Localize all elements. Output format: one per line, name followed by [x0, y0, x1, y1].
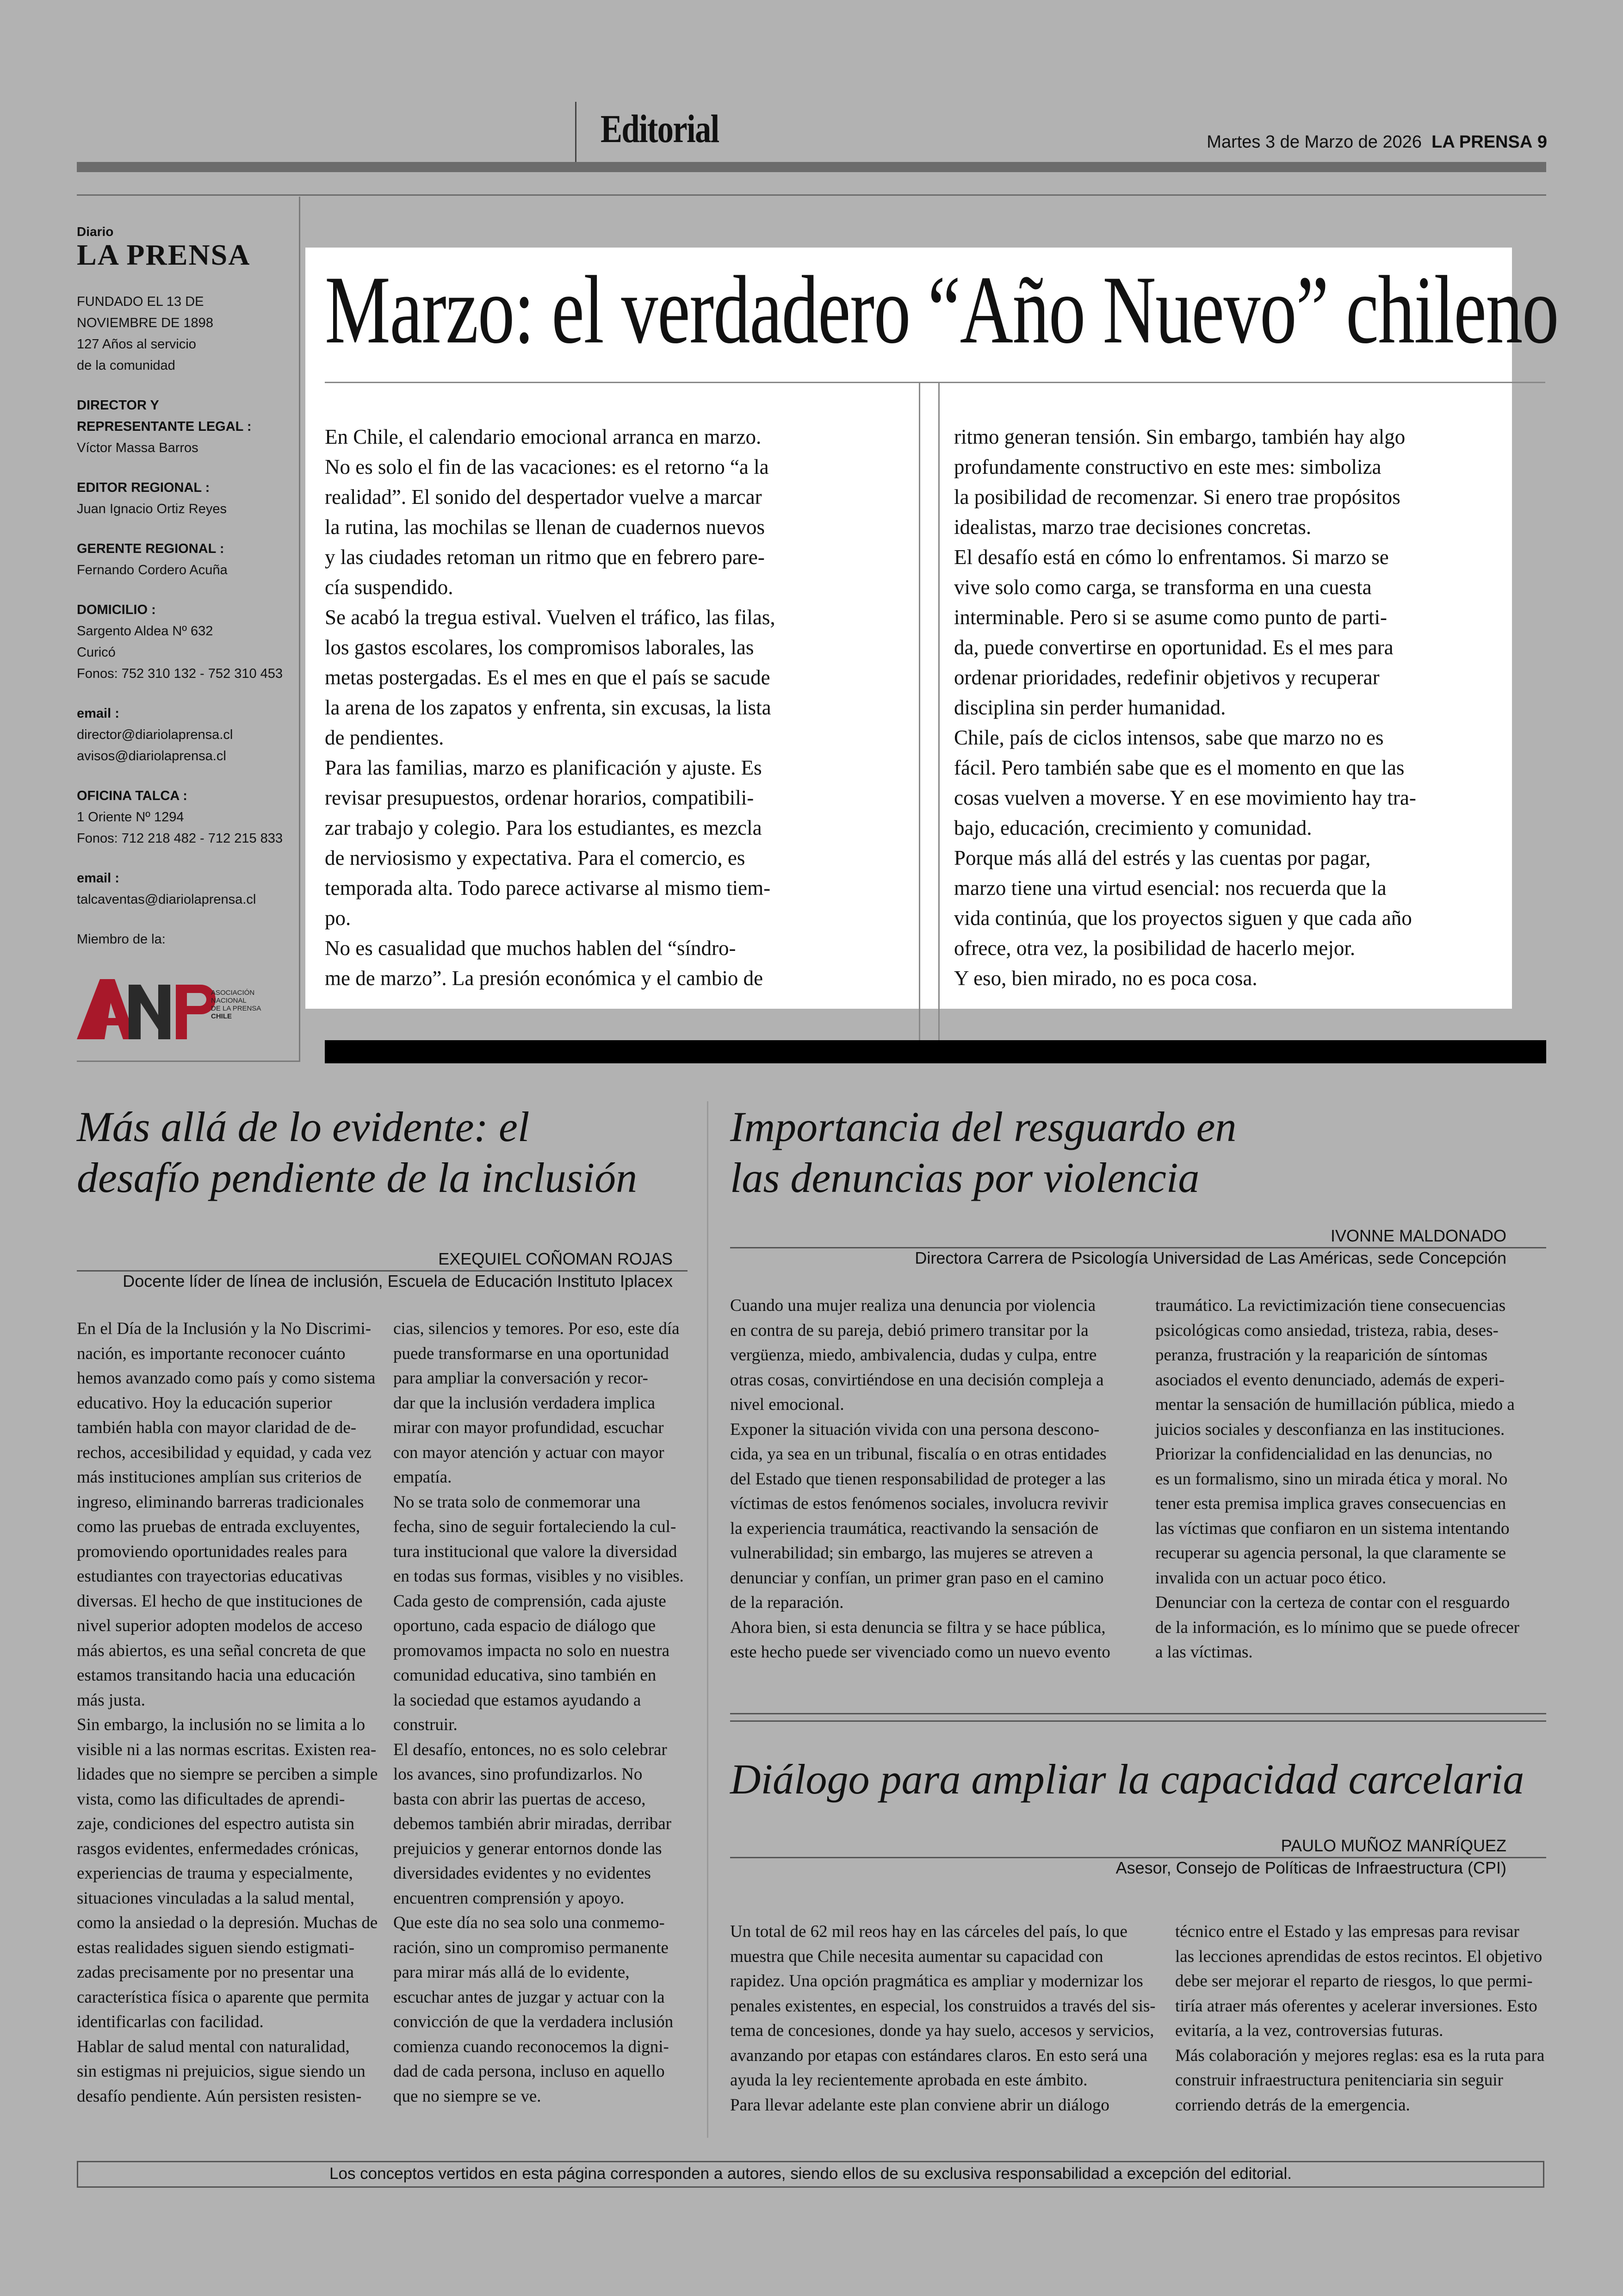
footer-disclaimer: Los conceptos vertidos en esta página corresponden a autores, siendo ellos de su exclusiva responsabilidad a excepción del editorial.	[329, 2165, 1292, 2183]
text-line: cida, ya sea en un tribunal, fiscalía o en otras entidades	[730, 1445, 1107, 1464]
section-title: Editorial	[601, 106, 719, 151]
text-line: da, puede convertirse en oportunidad. Es el mes para	[954, 636, 1394, 659]
text-line: tener esta premisa implica graves consecuencias en	[1155, 1494, 1506, 1513]
director-label: REPRESENTANTE LEGAL :	[77, 419, 252, 434]
sidebar-rule	[299, 197, 300, 1062]
text-line: en contra de su pareja, debió primero transitar por la	[730, 1321, 1089, 1340]
text-line: me de marzo”. La presión económica y el cambio de	[325, 967, 763, 990]
text-line: comunidad educativa, sino también en	[393, 1666, 657, 1685]
editorial-headline: Marzo: el verdadero “Año Nuevo” chileno	[325, 256, 1559, 364]
text-line: Para las familias, marzo es planificación y ajuste. Es	[325, 756, 762, 779]
text-line: para ampliar la conversación y recor-	[393, 1369, 648, 1388]
text-line: para mirar más allá de lo evidente,	[393, 1963, 630, 1982]
text-line: metas postergadas. Es el mes en que el país se sacude	[325, 666, 770, 689]
text-line: nivel emocional.	[730, 1395, 844, 1414]
gerente-block	[77, 538, 294, 581]
text-line: Que este día no sea solo una conmemo-	[393, 1913, 665, 1932]
text-line: debe ser mejorar el reparto de riesgos, lo que permi-	[1175, 1972, 1533, 1991]
editorial-rule	[325, 382, 1545, 383]
talca-line: 1 Oriente Nº 1294	[77, 810, 184, 825]
text-line: encuentren comprensión y apoyo.	[393, 1888, 625, 1908]
text-line: zar trabajo y colegio. Para los estudiantes, es mezcla	[325, 816, 762, 839]
text-line: Sin embargo, la inclusión no se limita a lo	[77, 1715, 365, 1734]
text-line: realidad”. El sonido del despertador vuelve a marcar	[325, 485, 762, 509]
text-line: Cada gesto de comprensión, cada ajuste	[393, 1591, 666, 1611]
text-line: Denunciar con la certeza de contar con el resguardo	[1155, 1593, 1510, 1612]
domicilio-line: Sargento Aldea Nº 632	[77, 624, 213, 639]
text-line: No es solo el fin de las vacaciones: es el retorno “a la	[325, 455, 769, 478]
anp-text-line: CHILE	[211, 1012, 232, 1020]
text-line: diversas. El hecho de que instituciones de	[77, 1591, 363, 1611]
text-line: las víctimas que confiaron en un sistema intentando	[1155, 1519, 1510, 1538]
text-line: zaje, condiciones del espectro autista sin	[77, 1814, 355, 1833]
text-line: tema de concesiones, donde ya hay suelo, accesos y servicios,	[730, 2021, 1154, 2040]
text-line: disciplina sin perder humanidad.	[954, 696, 1226, 719]
double-rule-bottom	[730, 1720, 1546, 1722]
text-line: que no siempre se ve.	[393, 2086, 541, 2106]
header-date: Martes 3 de Marzo de 2026	[1207, 132, 1422, 152]
text-line: idealistas, marzo trae decisiones concretas.	[954, 515, 1312, 539]
director-block	[77, 395, 294, 459]
email-link[interactable]: talcaventas@diariolaprensa.cl	[77, 892, 256, 907]
text-line: experiencias de trauma y especialmente,	[77, 1864, 353, 1883]
article-2-role: Directora Carrera de Psicología Universidad de Las Américas, sede Concepción	[915, 1248, 1506, 1267]
logo-big: LA PRENSA	[77, 238, 251, 271]
text-line: más instituciones amplían sus criterios de	[77, 1468, 362, 1487]
text-line: con mayor atención y actuar con mayor	[393, 1443, 664, 1462]
text-line: Priorizar la confidencialidad en las denuncias, no	[1155, 1445, 1493, 1464]
email-link[interactable]: avisos@diariolaprensa.cl	[77, 749, 226, 763]
article-3-column-2	[1175, 1919, 1548, 2117]
article-1-role: Docente líder de línea de inclusión, Escuela de Educación Instituto Iplacex	[123, 1272, 673, 1291]
text-line: recuperar su agencia personal, la que claramente se	[1155, 1544, 1506, 1563]
header-date-line	[1207, 132, 1547, 152]
text-line: Un total de 62 mil reos hay en las cárceles del país, lo que	[730, 1922, 1127, 1941]
text-line: comienza cuando reconocemos la digni-	[393, 2037, 669, 2056]
column-separator	[938, 383, 940, 1040]
talca-block	[77, 785, 294, 849]
anp-logo	[77, 975, 280, 1043]
text-line: traumático. La revictimización tiene consecuencias	[1155, 1296, 1506, 1315]
editorial-column-1	[325, 422, 875, 993]
member-label: Miembro de la:	[77, 932, 166, 947]
text-line: empatía.	[393, 1468, 452, 1487]
text-line: vive solo como carga, se transforma en una cuesta	[954, 576, 1372, 599]
article-separator	[707, 1101, 708, 2138]
text-line: Más colaboración y mejores reglas: esa es la ruta para	[1175, 2046, 1545, 2065]
founded-line: de la comunidad	[77, 358, 175, 373]
header-divider	[575, 102, 576, 162]
email-link[interactable]: director@diariolaprensa.cl	[77, 727, 233, 742]
text-line: la arena de los zapatos y enfrenta, sin excusas, la lista	[325, 696, 771, 719]
text-line: No se trata solo de conmemorar una	[393, 1492, 641, 1512]
text-line: El desafío, entonces, no es solo celebrar	[393, 1740, 667, 1759]
text-line: rapidez. Una opción pragmática es ampliar y modernizar los	[730, 1972, 1143, 1991]
text-line: ración, sino un compromiso permanente	[393, 1938, 669, 1957]
text-line: construir.	[393, 1715, 458, 1734]
text-line: oportuno, cada espacio de diálogo que	[393, 1616, 656, 1635]
text-line: vida continúa, que los proyectos siguen y que cada año	[954, 906, 1412, 930]
email-block	[77, 703, 294, 767]
email2-label: email :	[77, 871, 119, 886]
text-line: Porque más allá del estrés y las cuentas por pagar,	[954, 846, 1371, 869]
text-line: fácil. Pero también sabe que es el momento en que las	[954, 756, 1405, 779]
text-line: ingreso, eliminando barreras tradicionales	[77, 1492, 364, 1512]
text-line: la rutina, las mochilas se llenan de cuadernos nuevos	[325, 515, 765, 539]
text-line: identificarlas con facilidad.	[77, 2012, 264, 2031]
article-3-column-1	[730, 1919, 1156, 2117]
text-line: denunciar y confían, un primer gran paso en el camino	[730, 1568, 1104, 1588]
text-line: asociados el evento denunciado, además de experi-	[1155, 1370, 1505, 1390]
editor-label: EDITOR REGIONAL :	[77, 480, 210, 495]
article-1-author: EXEQUIEL COÑOMAN ROJAS	[438, 1249, 673, 1268]
founded-line: FUNDADO EL 13 DE	[77, 294, 204, 309]
domicilio-label: DOMICILIO :	[77, 602, 156, 617]
text-line: lidades que no siempre se perciben a simple	[77, 1765, 378, 1784]
text-line: Y eso, bien mirado, no es poca cosa.	[954, 967, 1258, 990]
column-separator	[919, 383, 920, 1040]
article-1-column-2	[393, 1316, 689, 2109]
text-line: puede transformarse en una oportunidad	[393, 1344, 669, 1363]
anp-text-line: ASOCIACIÓN	[211, 989, 255, 997]
text-line: sin estigmas ni prejuicios, sigue siendo un	[77, 2062, 365, 2081]
text-line: en todas sus formas, visibles y no visibles.	[393, 1567, 684, 1586]
anp-text-line: DE LA PRENSA	[211, 1005, 261, 1012]
text-line: evitaría, a la vez, controversias futuras.	[1175, 2021, 1443, 2040]
article-2-title	[730, 1101, 1517, 1203]
text-line: de nerviosismo y expectativa. Para el comercio, es	[325, 846, 745, 869]
text-line: la sociedad que estamos ayudando a	[393, 1690, 641, 1710]
text-line: Para llevar adelante este plan conviene abrir un diálogo	[730, 2095, 1109, 2115]
text-line: En Chile, el calendario emocional arranca en marzo.	[325, 425, 762, 448]
text-line: también habla con mayor claridad de de-	[77, 1418, 357, 1437]
article-2-author: IVONNE MALDONADO	[1330, 1226, 1506, 1245]
text-line: nivel superior adopten modelos de acceso	[77, 1616, 363, 1635]
text-line: dar que la inclusión verdadera implica	[393, 1393, 656, 1413]
text-line: situaciones vinculadas a la salud mental,	[77, 1888, 355, 1908]
text-line: cias, silencios y temores. Por eso, este día	[393, 1319, 680, 1338]
text-line: No es casualidad que muchos hablen del “síndro-	[325, 937, 736, 960]
text-line: educativo. Hoy la educación superior	[77, 1393, 332, 1413]
text-line: las lecciones aprendidas de estos recintos. El objetivo	[1175, 1947, 1542, 1966]
text-line: cosas vuelven a moverse. Y en ese movimiento hay tra-	[954, 786, 1416, 809]
top-bar	[77, 162, 1546, 172]
email-label: email :	[77, 706, 119, 721]
text-line: este hecho puede ser vivenciado como un nuevo evento	[730, 1643, 1110, 1662]
text-line: Exponer la situación vivida con una persona descono-	[730, 1420, 1100, 1439]
text-line: como la ansiedad o la depresión. Muchas de	[77, 1913, 378, 1932]
text-line: los gastos escolares, los compromisos laborales, las	[325, 636, 754, 659]
talca-label: OFICINA TALCA :	[77, 788, 187, 803]
double-rule-top	[730, 1713, 1546, 1714]
editor-block	[77, 477, 294, 520]
text-line: de la reparación.	[730, 1593, 844, 1612]
text-line: es un formalismo, sino un mirada ética y moral. No	[1155, 1469, 1508, 1489]
text-line: profundamente constructivo en este mes: simboliza	[954, 455, 1381, 478]
text-line: rasgos evidentes, enfermedades crónicas,	[77, 1839, 359, 1858]
text-line: mirar con mayor profundidad, escuchar	[393, 1418, 664, 1437]
article-3-role: Asesor, Consejo de Políticas de Infraestructura (CPI)	[1115, 1858, 1506, 1877]
text-line: característica física o aparente que permita	[77, 1987, 369, 2007]
editorial-column-2	[954, 422, 1505, 993]
text-line: psicológicas como ansiedad, tristeza, rabia, deses-	[1155, 1321, 1499, 1340]
text-line: po.	[325, 906, 351, 930]
text-line: hemos avanzado como país y como sistema	[77, 1369, 376, 1388]
top-thin-rule	[77, 194, 1546, 196]
text-line: corriendo detrás de la emergencia.	[1175, 2095, 1410, 2115]
article-2-column-2	[1155, 1293, 1546, 1665]
text-line: escuchar antes de juzgar y actuar con la	[393, 1987, 665, 2007]
article-3-author: PAULO MUÑOZ MANRÍQUEZ	[1281, 1836, 1506, 1855]
text-line: ritmo generan tensión. Sin embargo, también hay algo	[954, 425, 1406, 448]
logo-small: Diario	[77, 224, 114, 239]
talca-line: Fonos: 712 218 482 - 712 215 833	[77, 831, 283, 846]
founded-line: 127 Años al servicio	[77, 337, 196, 352]
text-line: prejuicios y generar entornos donde las	[393, 1839, 662, 1858]
sidebar-bottom-rule	[77, 1061, 300, 1062]
title-line: las denuncias por violencia	[730, 1154, 1200, 1201]
text-line: estudiantes con trayectorias educativas	[77, 1567, 343, 1586]
text-line: estas realidades siguen siendo estigmati-	[77, 1938, 355, 1957]
text-line: técnico entre el Estado y las empresas para revisar	[1175, 1922, 1519, 1941]
domicilio-block	[77, 599, 294, 684]
text-line: debemos también abrir miradas, derribar	[393, 1814, 672, 1833]
text-line: zadas precisamente por no presentar una	[77, 1963, 354, 1982]
text-line: muestra que Chile necesita aumentar su capacidad con	[730, 1947, 1103, 1966]
text-line: vista, como las dificultades de aprendi-	[77, 1789, 345, 1809]
text-line: Se acabó la tregua estival. Vuelven el tráfico, las filas,	[325, 606, 775, 629]
text-line: nación, es importante reconocer cuánto	[77, 1344, 346, 1363]
title-line: desafío pendiente de la inclusión	[77, 1154, 638, 1201]
text-line: la posibilidad de recomenzar. Si enero trae propósitos	[954, 485, 1400, 509]
text-line: bajo, educación, crecimiento y comunidad.	[954, 816, 1312, 839]
text-line: dad de cada persona, incluso en aquello	[393, 2062, 665, 2081]
text-line: los avances, sino profundizarlos. No	[393, 1765, 643, 1784]
text-line: peranza, frustración y la reaparición de síntomas	[1155, 1346, 1488, 1365]
article-1-column-1	[77, 1316, 378, 2109]
anp-logo-graphic	[77, 975, 280, 1040]
text-line: otras cosas, convirtiéndose en una decisión compleja a	[730, 1370, 1104, 1390]
text-line: penales existentes, en especial, los construidos a través del sis-	[730, 1996, 1156, 2016]
text-line: vulnerabilidad; sin embargo, las mujeres se atreven a	[730, 1544, 1093, 1563]
text-line: a las víctimas.	[1155, 1643, 1253, 1662]
text-line: y las ciudades retoman un ritmo que en febrero pare-	[325, 546, 765, 569]
text-line: temporada alta. Todo parece activarse al mismo tiem-	[325, 876, 771, 900]
text-line: de pendientes.	[325, 726, 444, 749]
text-line: diversidades evidentes y no evidentes	[393, 1864, 651, 1883]
text-line: ordenar prioridades, redefinir objetivos y recuperar	[954, 666, 1380, 689]
text-line: promoviendo oportunidades reales para	[77, 1542, 347, 1561]
text-line: estamos transitando hacia una educación	[77, 1666, 356, 1685]
black-bar	[325, 1040, 1546, 1063]
text-line: marzo tiene una virtud esencial: nos recuerda que la	[954, 876, 1387, 900]
editor-name: Juan Ignacio Ortiz Reyes	[77, 502, 227, 516]
text-line: tura institucional que valore la diversidad	[393, 1542, 677, 1561]
text-line: víctimas de estos fenómenos sociales, involucra revivir	[730, 1494, 1108, 1513]
text-line: interminable. Pero si se asume como punto de parti-	[954, 606, 1388, 629]
text-line: avanzando por etapas con estándares claros. En esto será una	[730, 2046, 1148, 2065]
text-line: revisar presupuestos, ordenar horarios, compatibili-	[325, 786, 754, 809]
founded-line: NOVIEMBRE DE 1898	[77, 316, 213, 330]
article-3-title: Diálogo para ampliar la capacidad carcelaria	[730, 1756, 1524, 1803]
director-label: DIRECTOR Y	[77, 398, 159, 413]
text-line: desafío pendiente. Aún persisten resisten-	[77, 2086, 362, 2106]
domicilio-line: Curicó	[77, 645, 116, 660]
text-line: de la información, es lo mínimo que se puede ofrecer	[1155, 1618, 1519, 1637]
gerente-name: Fernando Cordero Acuña	[77, 563, 228, 577]
masthead-sidebar	[77, 224, 294, 950]
title-line: Importancia del resguardo en	[730, 1103, 1237, 1150]
text-line: invalida con un actuar poco ético.	[1155, 1568, 1387, 1588]
article-1-title	[77, 1101, 715, 1203]
text-line: En el Día de la Inclusión y la No Discrimi-	[77, 1319, 372, 1338]
text-line: Cuando una mujer realiza una denuncia por violencia	[730, 1296, 1096, 1315]
text-line: vergüenza, miedo, ambivalencia, dudas y culpa, entre	[730, 1346, 1097, 1365]
text-line: promovamos impacta no solo en nuestra	[393, 1641, 670, 1660]
text-line: construir infraestructura penitenciaria sin seguir	[1175, 2071, 1503, 2090]
anp-text-line: NACIONAL	[211, 997, 247, 1005]
header-page: 9	[1537, 132, 1547, 152]
text-line: como las pruebas de entrada excluyentes,	[77, 1517, 360, 1536]
text-line: mentar la sensación de humillación pública, miedo a	[1155, 1395, 1515, 1414]
text-line: más justa.	[77, 1690, 145, 1710]
domicilio-line: Fonos: 752 310 132 - 752 310 453	[77, 666, 283, 681]
text-line: la experiencia traumática, reactivando la sensación de	[730, 1519, 1099, 1538]
header-paper: LA PRENSA	[1431, 132, 1533, 152]
text-line: convicción de que la verdadera inclusión	[393, 2012, 674, 2031]
email2-block	[77, 868, 294, 910]
text-line: más abiertos, es una señal concreta de que	[77, 1641, 366, 1660]
text-line: Chile, país de ciclos intensos, sabe que marzo no es	[954, 726, 1384, 749]
text-line: Ahora bien, si esta denuncia se filtra y se hace pública,	[730, 1618, 1106, 1637]
director-name: Víctor Massa Barros	[77, 441, 198, 455]
founded-block	[77, 291, 294, 376]
text-line: tiría atraer más oferentes y acelerar inversiones. Esto	[1175, 1996, 1537, 2016]
text-line: cía suspendido.	[325, 576, 453, 599]
text-line: visible ni a las normas escritas. Existen rea-	[77, 1740, 377, 1759]
article-2-column-1	[730, 1293, 1146, 1665]
text-line: Hablar de salud mental con naturalidad,	[77, 2037, 350, 2056]
text-line: El desafío está en cómo lo enfrentamos. Si marzo se	[954, 546, 1389, 569]
text-line: rechos, accesibilidad y equidad, y cada vez	[77, 1443, 372, 1462]
text-line: fecha, sino de seguir fortaleciendo la cul-	[393, 1517, 676, 1536]
gerente-label: GERENTE REGIONAL :	[77, 541, 224, 556]
text-line: del Estado que tienen responsabilidad de proteger a las	[730, 1469, 1106, 1489]
text-line: ofrece, otra vez, la posibilidad de hacerlo mejor.	[954, 937, 1356, 960]
title-line: Más allá de lo evidente: el	[77, 1103, 530, 1150]
text-line: basta con abrir las puertas de acceso,	[393, 1789, 646, 1809]
text-line: ayuda la ley recientemente aprobada en este ámbito.	[730, 2071, 1088, 2090]
text-line: juicios sociales y desconfianza en las instituciones.	[1155, 1420, 1505, 1439]
